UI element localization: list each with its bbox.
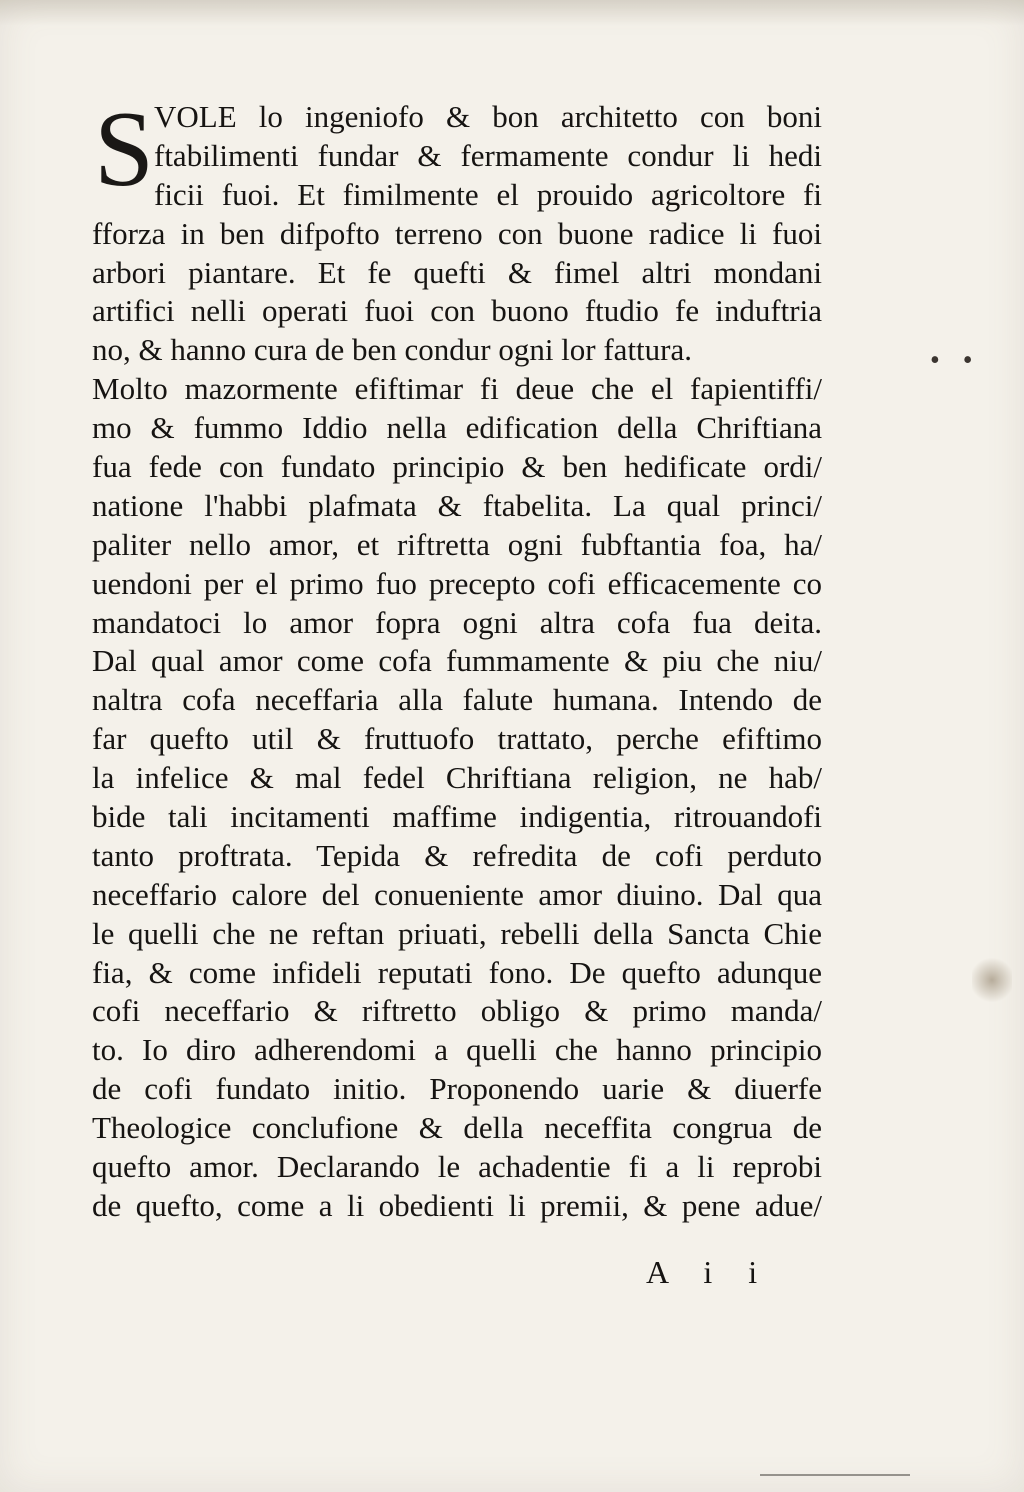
text-line: fforza in ben difpofto terreno con buone radice li fuoi [92, 215, 822, 251]
signature-mark: A i i [646, 1254, 772, 1290]
margin-dots: • • [930, 345, 981, 376]
text-line: artifici nelli operati fuoi con buono ftudio fe induftria [92, 293, 822, 329]
text-line: far quefto util & fruttuofo trattato, perche efiftimo [92, 721, 822, 757]
text-line: neceffario calore del conueniente amor diuino. Dal qua [92, 876, 822, 912]
text-line: Theologice conclufione & della neceffita congrua de [92, 1110, 822, 1146]
text-line: cofi neceffario & riftretto obligo & primo manda/ [92, 993, 822, 1029]
text-line: natione l'habbi plafmata & ftabelita. La qual princi/ [92, 487, 822, 523]
text-line: quefto amor. Declarando le achadentie fi a li reprobi [92, 1149, 822, 1185]
page-shadow [0, 0, 1024, 26]
text-line: naltra cofa neceffaria alla falute humana. Intendo de [92, 682, 822, 718]
text-line: Molto mazormente efiftimar fi deue che el fapientiffi/ [92, 371, 822, 407]
text-line: Dal qual amor come cofa fummamente & piu che niu/ [92, 643, 822, 679]
text-line: paliter nello amor, et riftretta ogni fubftantia foa, ha/ [92, 526, 822, 562]
text-line: le quelli che ne reftan priuati, rebelli della Sancta Chie [92, 915, 822, 951]
text-block [92, 90, 822, 1226]
text-line: VOLE lo ingeniofo & bon architetto con boni [154, 99, 822, 134]
bottom-rule [760, 1474, 910, 1476]
text-line: fua fede con fundato principio & ben hedificate ordi/ [92, 449, 822, 485]
text-line: mandatoci lo amor fopra ogni altra cofa fua deita. [92, 604, 822, 640]
text-line: ftabilimenti fundar & fermamente condur li hedi [154, 137, 822, 173]
text-line: de quefto, come a li obedienti li premii, & pene adue/ [92, 1187, 822, 1223]
text-line: ficii fuoi. Et fimilmente el prouido agricoltore fi [154, 176, 822, 212]
text-line: tanto proftrata. Tepida & refredita de cofi perduto [92, 837, 822, 873]
text-line: no, & hanno cura de ben condur ogni lor fattura. [92, 332, 693, 368]
text-line: de cofi fundato initio. Proponendo uarie & diuerfe [92, 1071, 822, 1107]
text-line: la infelice & mal fedel Chriftiana religion, ne hab/ [92, 760, 822, 796]
drop-cap: S [94, 90, 155, 209]
text-line: mo & fummo Iddio nella edification della Chriftiana [92, 410, 822, 446]
text-line: to. Io diro adherendomi a quelli che hanno principio [92, 1032, 822, 1068]
text-line: uendoni per el primo fuo precepto cofi efficacemente co [92, 565, 822, 601]
text-line: arbori piantare. Et fe quefti & fimel altri mondani [92, 254, 822, 290]
edge-stain [972, 955, 1012, 1005]
text-line: bide tali incitamenti maffime indigentia, ritrouandofi [92, 799, 822, 835]
text-line: fia, & come infideli reputati fono. De quefto adunque [92, 954, 822, 990]
